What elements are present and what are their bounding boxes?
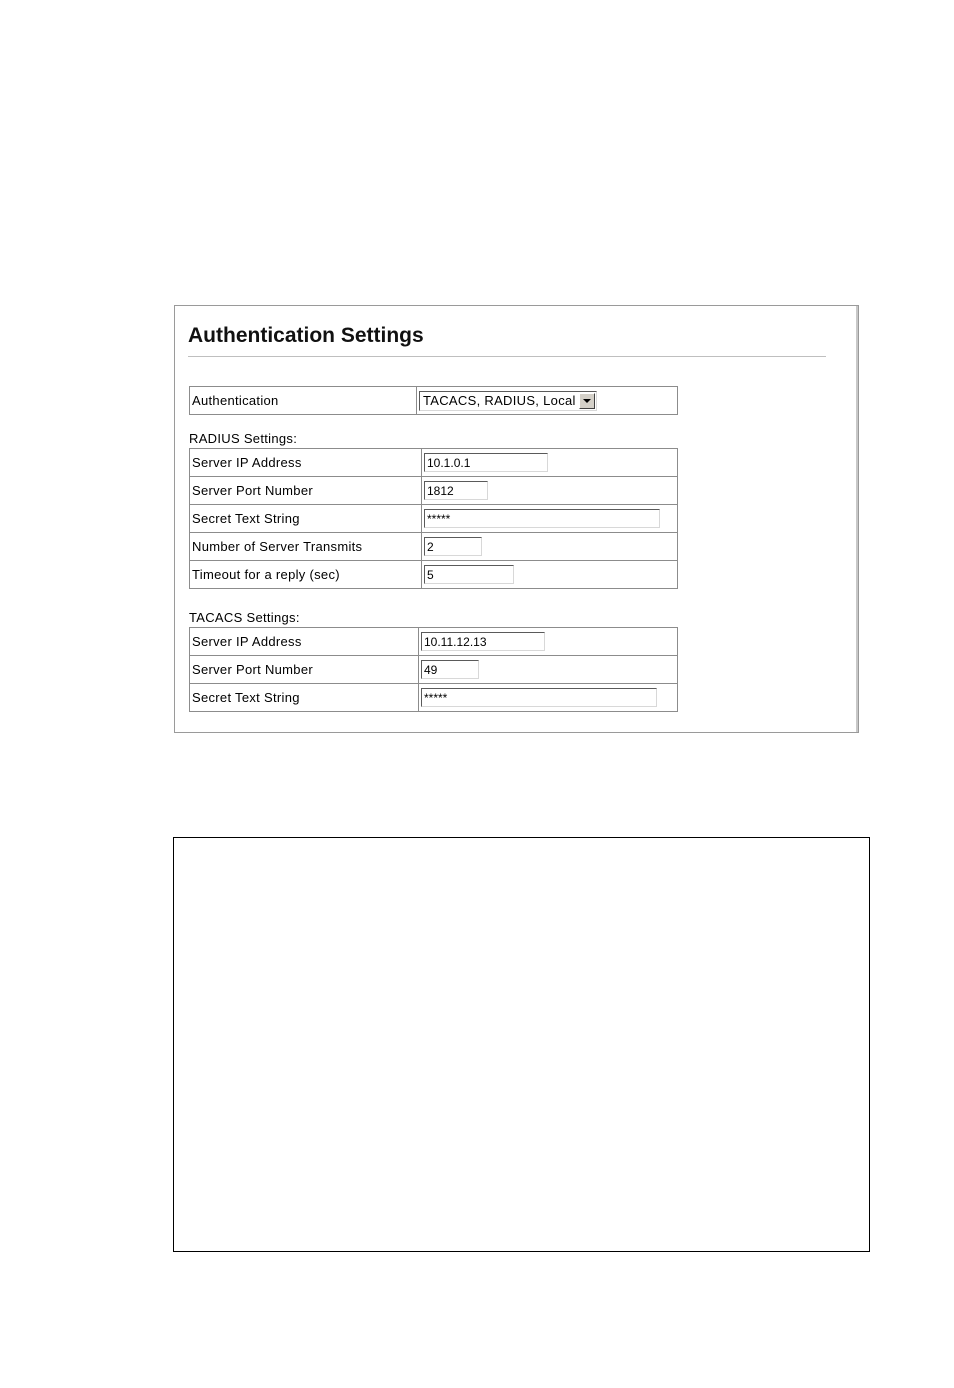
table-row (190, 449, 678, 477)
radius-section-label: RADIUS Settings: (189, 431, 298, 446)
radius-secret-label: Secret Text String (190, 505, 422, 533)
table-row (190, 684, 678, 712)
tacacs-server-port-cell (419, 656, 678, 684)
authentication-select[interactable] (419, 391, 597, 411)
table-row (190, 628, 678, 656)
radius-transmits-label: Number of Server Transmits (190, 533, 422, 561)
authentication-table (189, 386, 678, 415)
tacacs-server-ip-input[interactable] (421, 632, 545, 651)
chevron-down-icon[interactable] (579, 393, 595, 409)
radius-server-ip-input[interactable] (424, 453, 548, 472)
tacacs-settings-table (189, 627, 678, 712)
authentication-select-value: TACACS, RADIUS, Local (423, 393, 576, 408)
title-divider (188, 356, 826, 357)
radius-server-port-cell (422, 477, 678, 505)
authentication-value-cell (417, 387, 678, 415)
radius-server-ip-label: Server IP Address (190, 449, 422, 477)
radius-secret-input[interactable] (424, 509, 660, 528)
radius-server-port-label: Server Port Number (190, 477, 422, 505)
radius-transmits-input[interactable] (424, 537, 482, 556)
table-row (190, 477, 678, 505)
page-title: Authentication Settings (188, 324, 424, 347)
table-row (190, 561, 678, 589)
table-row (190, 533, 678, 561)
tacacs-server-ip-cell (419, 628, 678, 656)
tacacs-secret-cell (419, 684, 678, 712)
radius-settings-table (189, 448, 678, 589)
tacacs-secret-label: Secret Text String (190, 684, 419, 712)
radius-timeout-label: Timeout for a reply (sec) (190, 561, 422, 589)
radius-server-port-input[interactable] (424, 481, 488, 500)
authentication-settings-panel (174, 305, 859, 733)
authentication-label: Authentication (190, 387, 417, 415)
tacacs-secret-input[interactable] (421, 688, 657, 707)
table-row (190, 505, 678, 533)
radius-timeout-cell (422, 561, 678, 589)
radius-server-ip-cell (422, 449, 678, 477)
table-row (190, 656, 678, 684)
table-row (190, 387, 678, 415)
radius-timeout-input[interactable] (424, 565, 514, 584)
tacacs-server-ip-label: Server IP Address (190, 628, 419, 656)
tacacs-server-port-label: Server Port Number (190, 656, 419, 684)
radius-secret-cell (422, 505, 678, 533)
tacacs-section-label: TACACS Settings: (189, 610, 300, 625)
radius-transmits-cell (422, 533, 678, 561)
empty-text-box (173, 837, 870, 1252)
tacacs-server-port-input[interactable] (421, 660, 479, 679)
